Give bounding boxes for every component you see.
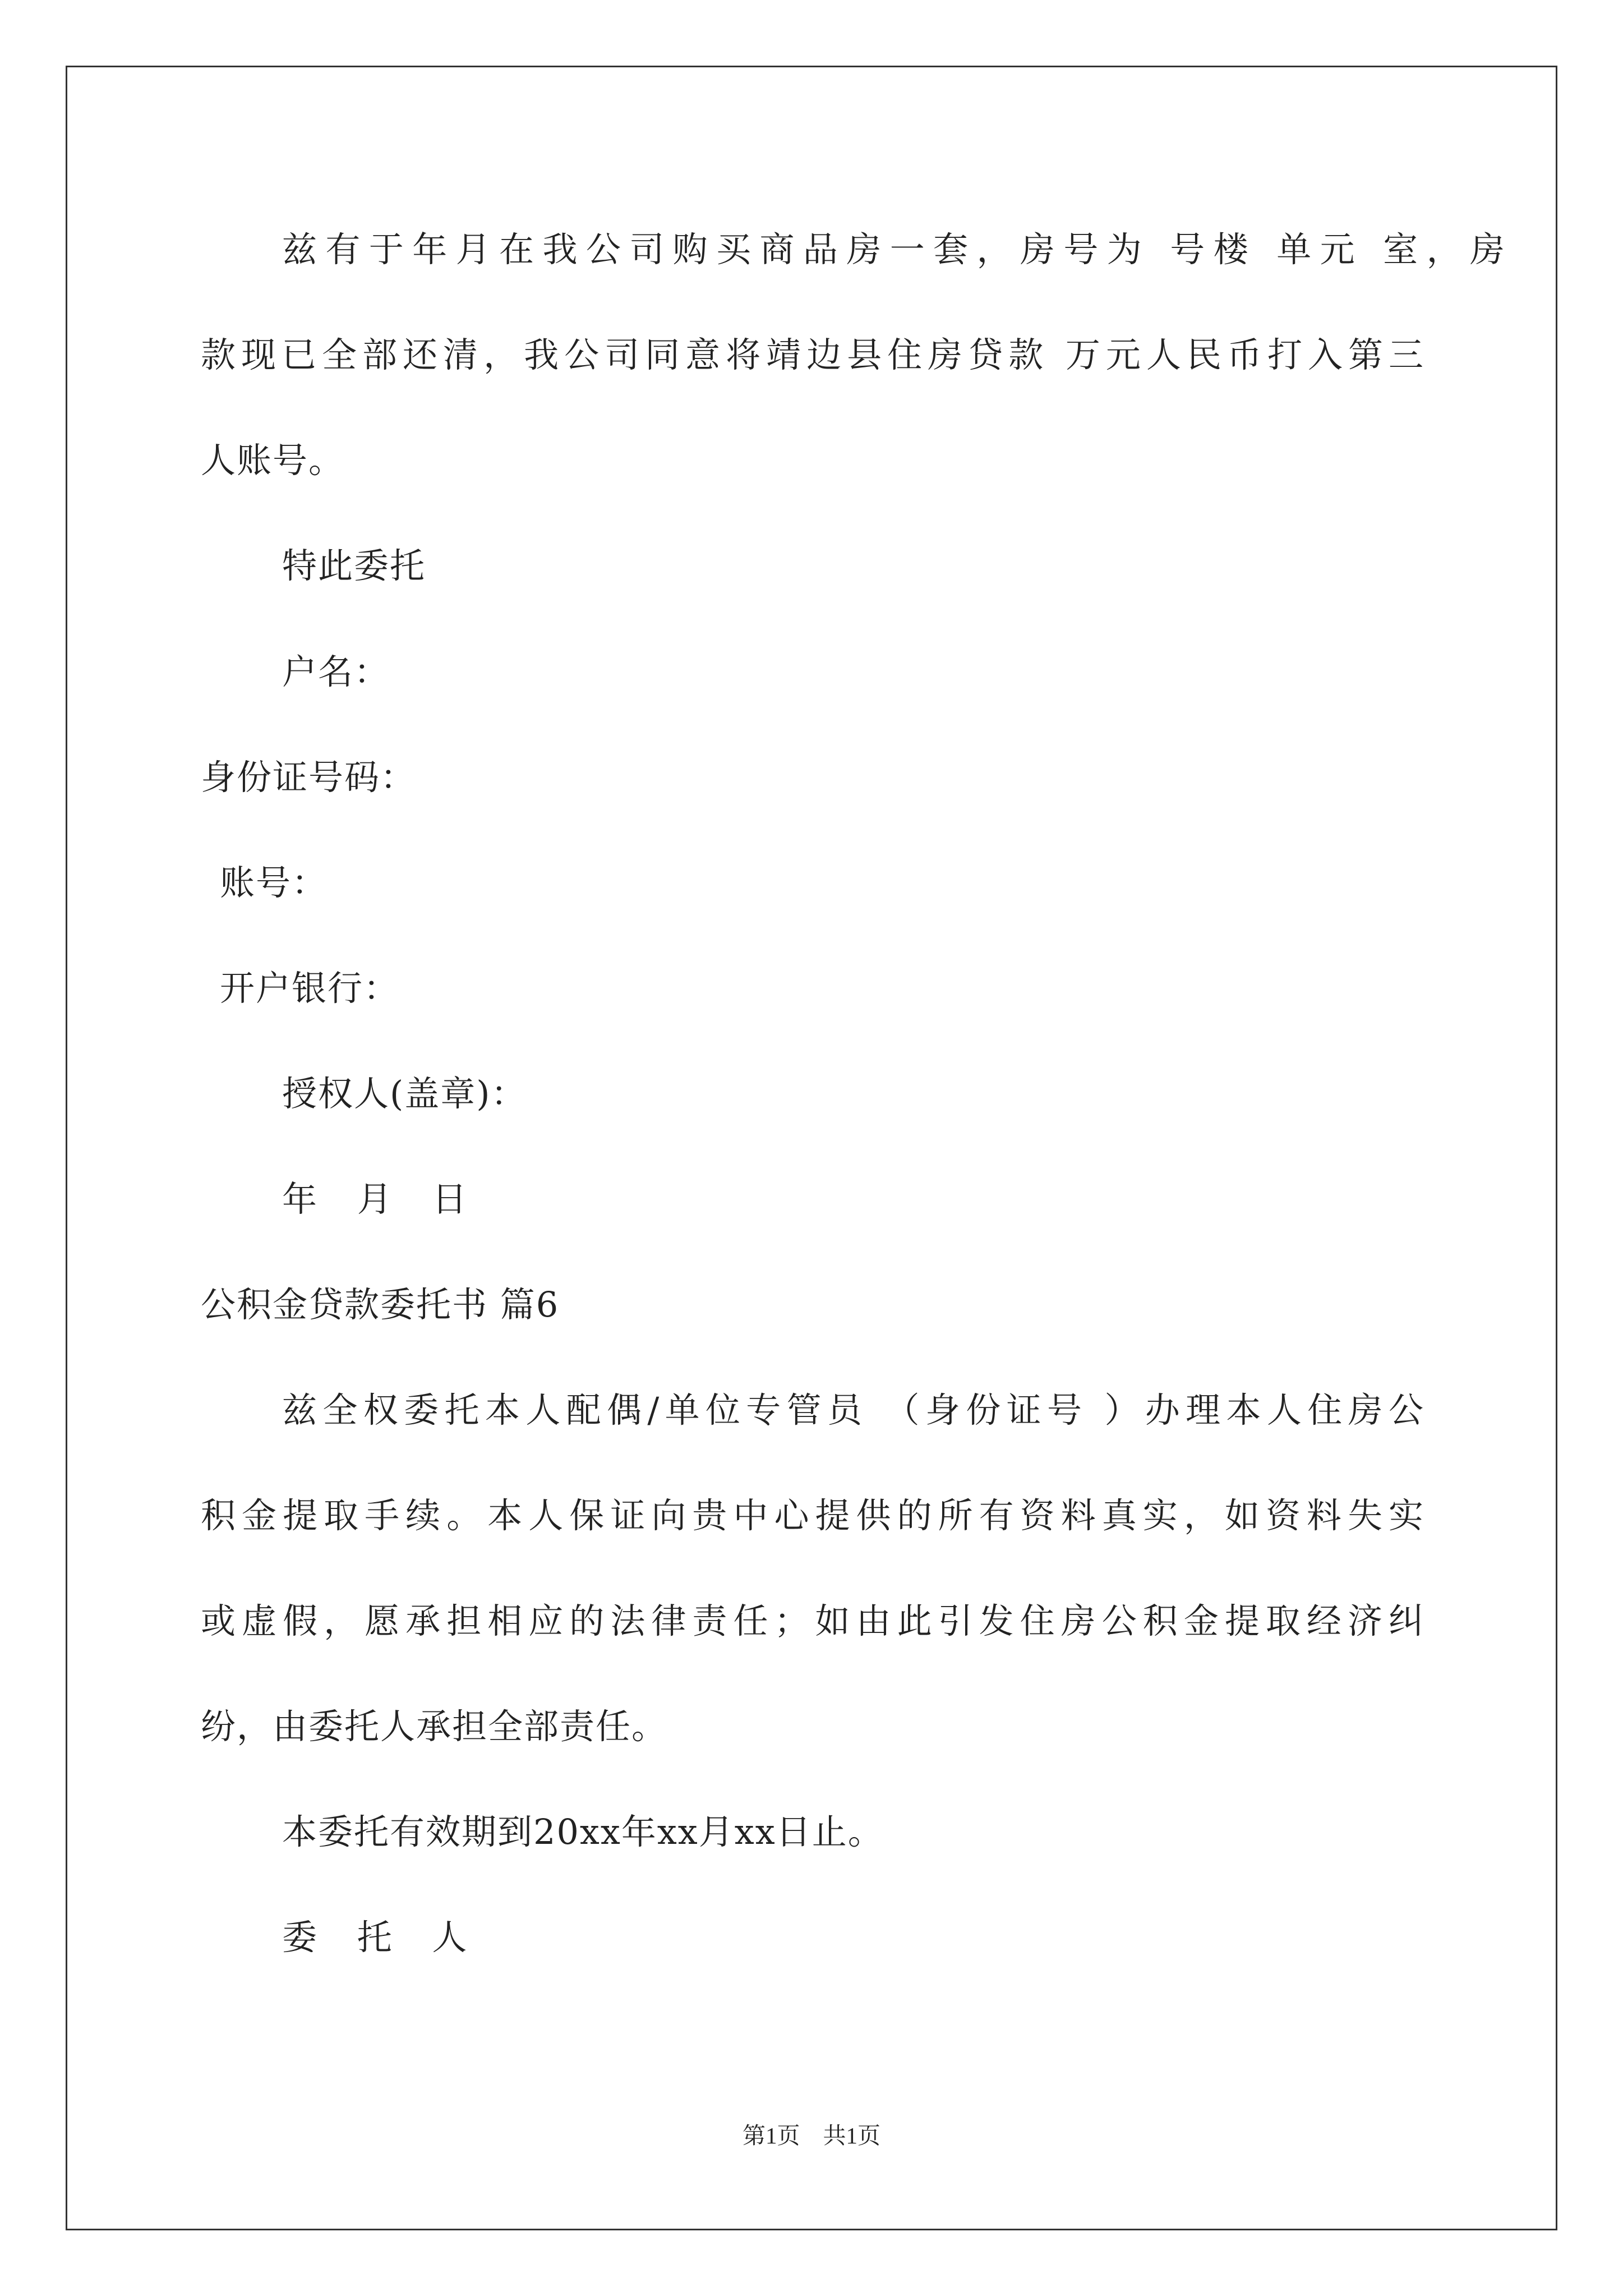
date-line: 年 月 日 — [282, 1179, 482, 1220]
paragraph2-line-3: 或虚假，愿承担相应的法律责任；如由此引发住房公积金提取经济纠 — [201, 1600, 1423, 1641]
account-number-label: 账号： — [220, 862, 328, 903]
paragraph2-line-4: 纷，由委托人承担全部责任。 — [201, 1706, 668, 1747]
page-footer: 第1页 共1页 — [743, 2123, 880, 2148]
page-border — [66, 66, 1557, 2230]
account-name-label: 户名： — [282, 651, 390, 692]
paragraph-line-2: 款现已全部还清，我公司同意将靖边县住房贷款 万元人民币打入第三 — [201, 334, 1423, 375]
entrust-statement: 特此委托 — [282, 545, 426, 586]
principal-label: 委 托 人 — [282, 1917, 482, 1958]
paragraph-line-3: 人账号。 — [201, 440, 345, 481]
paragraph-line-1: 兹有于年月在我公司购买商品房一套，房号为 号楼 单元 室，房 — [282, 229, 1505, 270]
paragraph2-line-2: 积金提取手续。本人保证向贵中心提供的所有资料真实，如资料失实 — [201, 1495, 1423, 1536]
id-number-label: 身份证号码： — [201, 757, 417, 798]
paragraph2-line-1: 兹全权委托本人配偶/单位专管员 （身份证号 ）办理本人住房公 — [282, 1389, 1423, 1430]
bank-label: 开户银行： — [220, 968, 400, 1009]
authorizer-label: 授权人(盖章)： — [282, 1073, 527, 1114]
section-heading: 公积金贷款委托书 篇6 — [201, 1284, 560, 1325]
validity-statement: 本委托有效期到20xx年xx月xx日止。 — [282, 1811, 884, 1852]
